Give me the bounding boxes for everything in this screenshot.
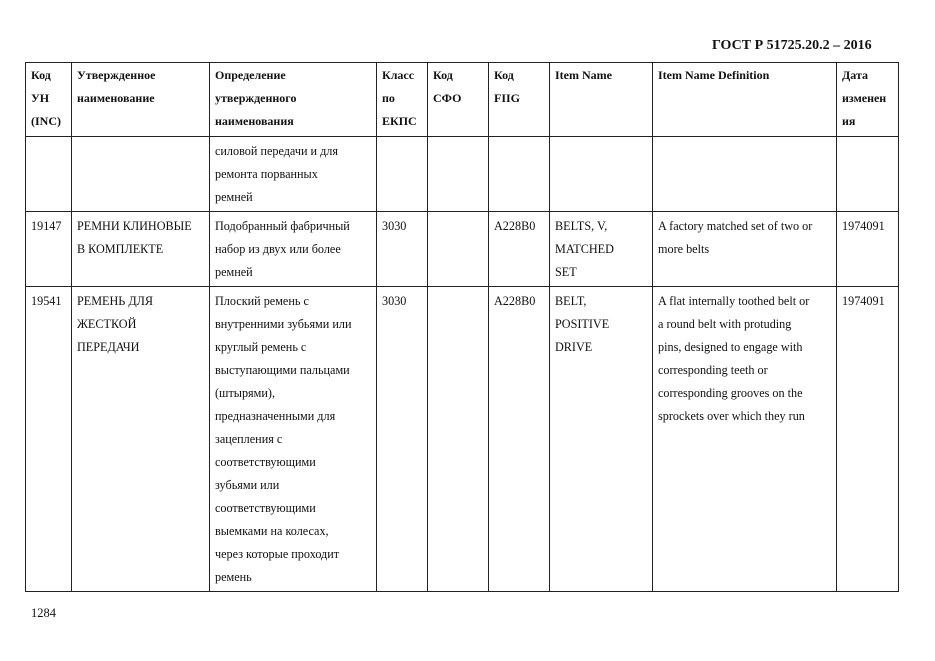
column-header-fiig-code: Код FIIG bbox=[489, 63, 550, 137]
column-header-name-definition: Определение утвержденного наименования bbox=[210, 63, 377, 137]
approved-name-cell: РЕМНИ КЛИНОВЫЕ В КОМПЛЕКТЕ bbox=[72, 212, 210, 287]
approved-name-cell bbox=[72, 137, 210, 212]
definition-cell: силовой передачи и для ремонта порванных ремней bbox=[210, 137, 377, 212]
change-date-cell: 1974091 bbox=[837, 212, 899, 287]
sfo-code-cell bbox=[428, 287, 489, 592]
change-date-cell: 1974091 bbox=[837, 287, 899, 592]
item-definition-cell bbox=[653, 137, 837, 212]
ekps-class-cell: 3030 bbox=[377, 212, 428, 287]
sfo-code-cell bbox=[428, 212, 489, 287]
fiig-code-cell: A228B0 bbox=[489, 287, 550, 592]
item-name-cell bbox=[550, 137, 653, 212]
column-header-ekps-class: Класс по ЕКПС bbox=[377, 63, 428, 137]
header-row bbox=[26, 63, 899, 137]
column-header-item-name: Item Name bbox=[550, 63, 653, 137]
inc-code-cell bbox=[26, 137, 72, 212]
column-header-change-date: Дата изменен ия bbox=[837, 63, 899, 137]
approved-name-cell: РЕМЕНЬ ДЛЯ ЖЕСТКОЙ ПЕРЕДАЧИ bbox=[72, 287, 210, 592]
fiig-code-cell: A228B0 bbox=[489, 212, 550, 287]
fiig-code-cell bbox=[489, 137, 550, 212]
item-definition-cell: A factory matched set of two or more belts bbox=[653, 212, 837, 287]
page-number: 1284 bbox=[31, 606, 56, 620]
sfo-code-cell bbox=[428, 137, 489, 212]
column-header-item-name-definition: Item Name Definition bbox=[653, 63, 837, 137]
item-name-cell: BELTS, V, MATCHED SET bbox=[550, 212, 653, 287]
change-date-cell bbox=[837, 137, 899, 212]
column-header-sfo-code: Код СФО bbox=[428, 63, 489, 137]
inc-code-cell: 19147 bbox=[26, 212, 72, 287]
ekps-class-cell bbox=[377, 137, 428, 212]
inc-code-cell: 19541 bbox=[26, 287, 72, 592]
catalog-table bbox=[25, 62, 899, 592]
document-standard-title: ГОСТ Р 51725.20.2 – 2016 bbox=[712, 38, 872, 53]
definition-cell: Плоский ремень с внутренними зубьями или круглый ремень с выступающими пальцами (штырями), предназначенными для зацепления с соответствующими зубьями или соответствующими выемками на колесах, через которые проходит ремень bbox=[210, 287, 377, 592]
item-name-cell: BELT, POSITIVE DRIVE bbox=[550, 287, 653, 592]
ekps-class-cell: 3030 bbox=[377, 287, 428, 592]
table-row bbox=[26, 137, 899, 212]
item-definition-cell: A flat internally toothed belt or a round belt with protuding pins, designed to engage with corresponding teeth or corresponding grooves on the sprockets over which they run bbox=[653, 287, 837, 592]
table-row bbox=[26, 287, 899, 592]
table-row bbox=[26, 212, 899, 287]
column-header-inc-code: Код УН (INC) bbox=[26, 63, 72, 137]
definition-cell: Подобранный фабричный набор из двух или более ремней bbox=[210, 212, 377, 287]
column-header-approved-name: Утвержденное наименование bbox=[72, 63, 210, 137]
